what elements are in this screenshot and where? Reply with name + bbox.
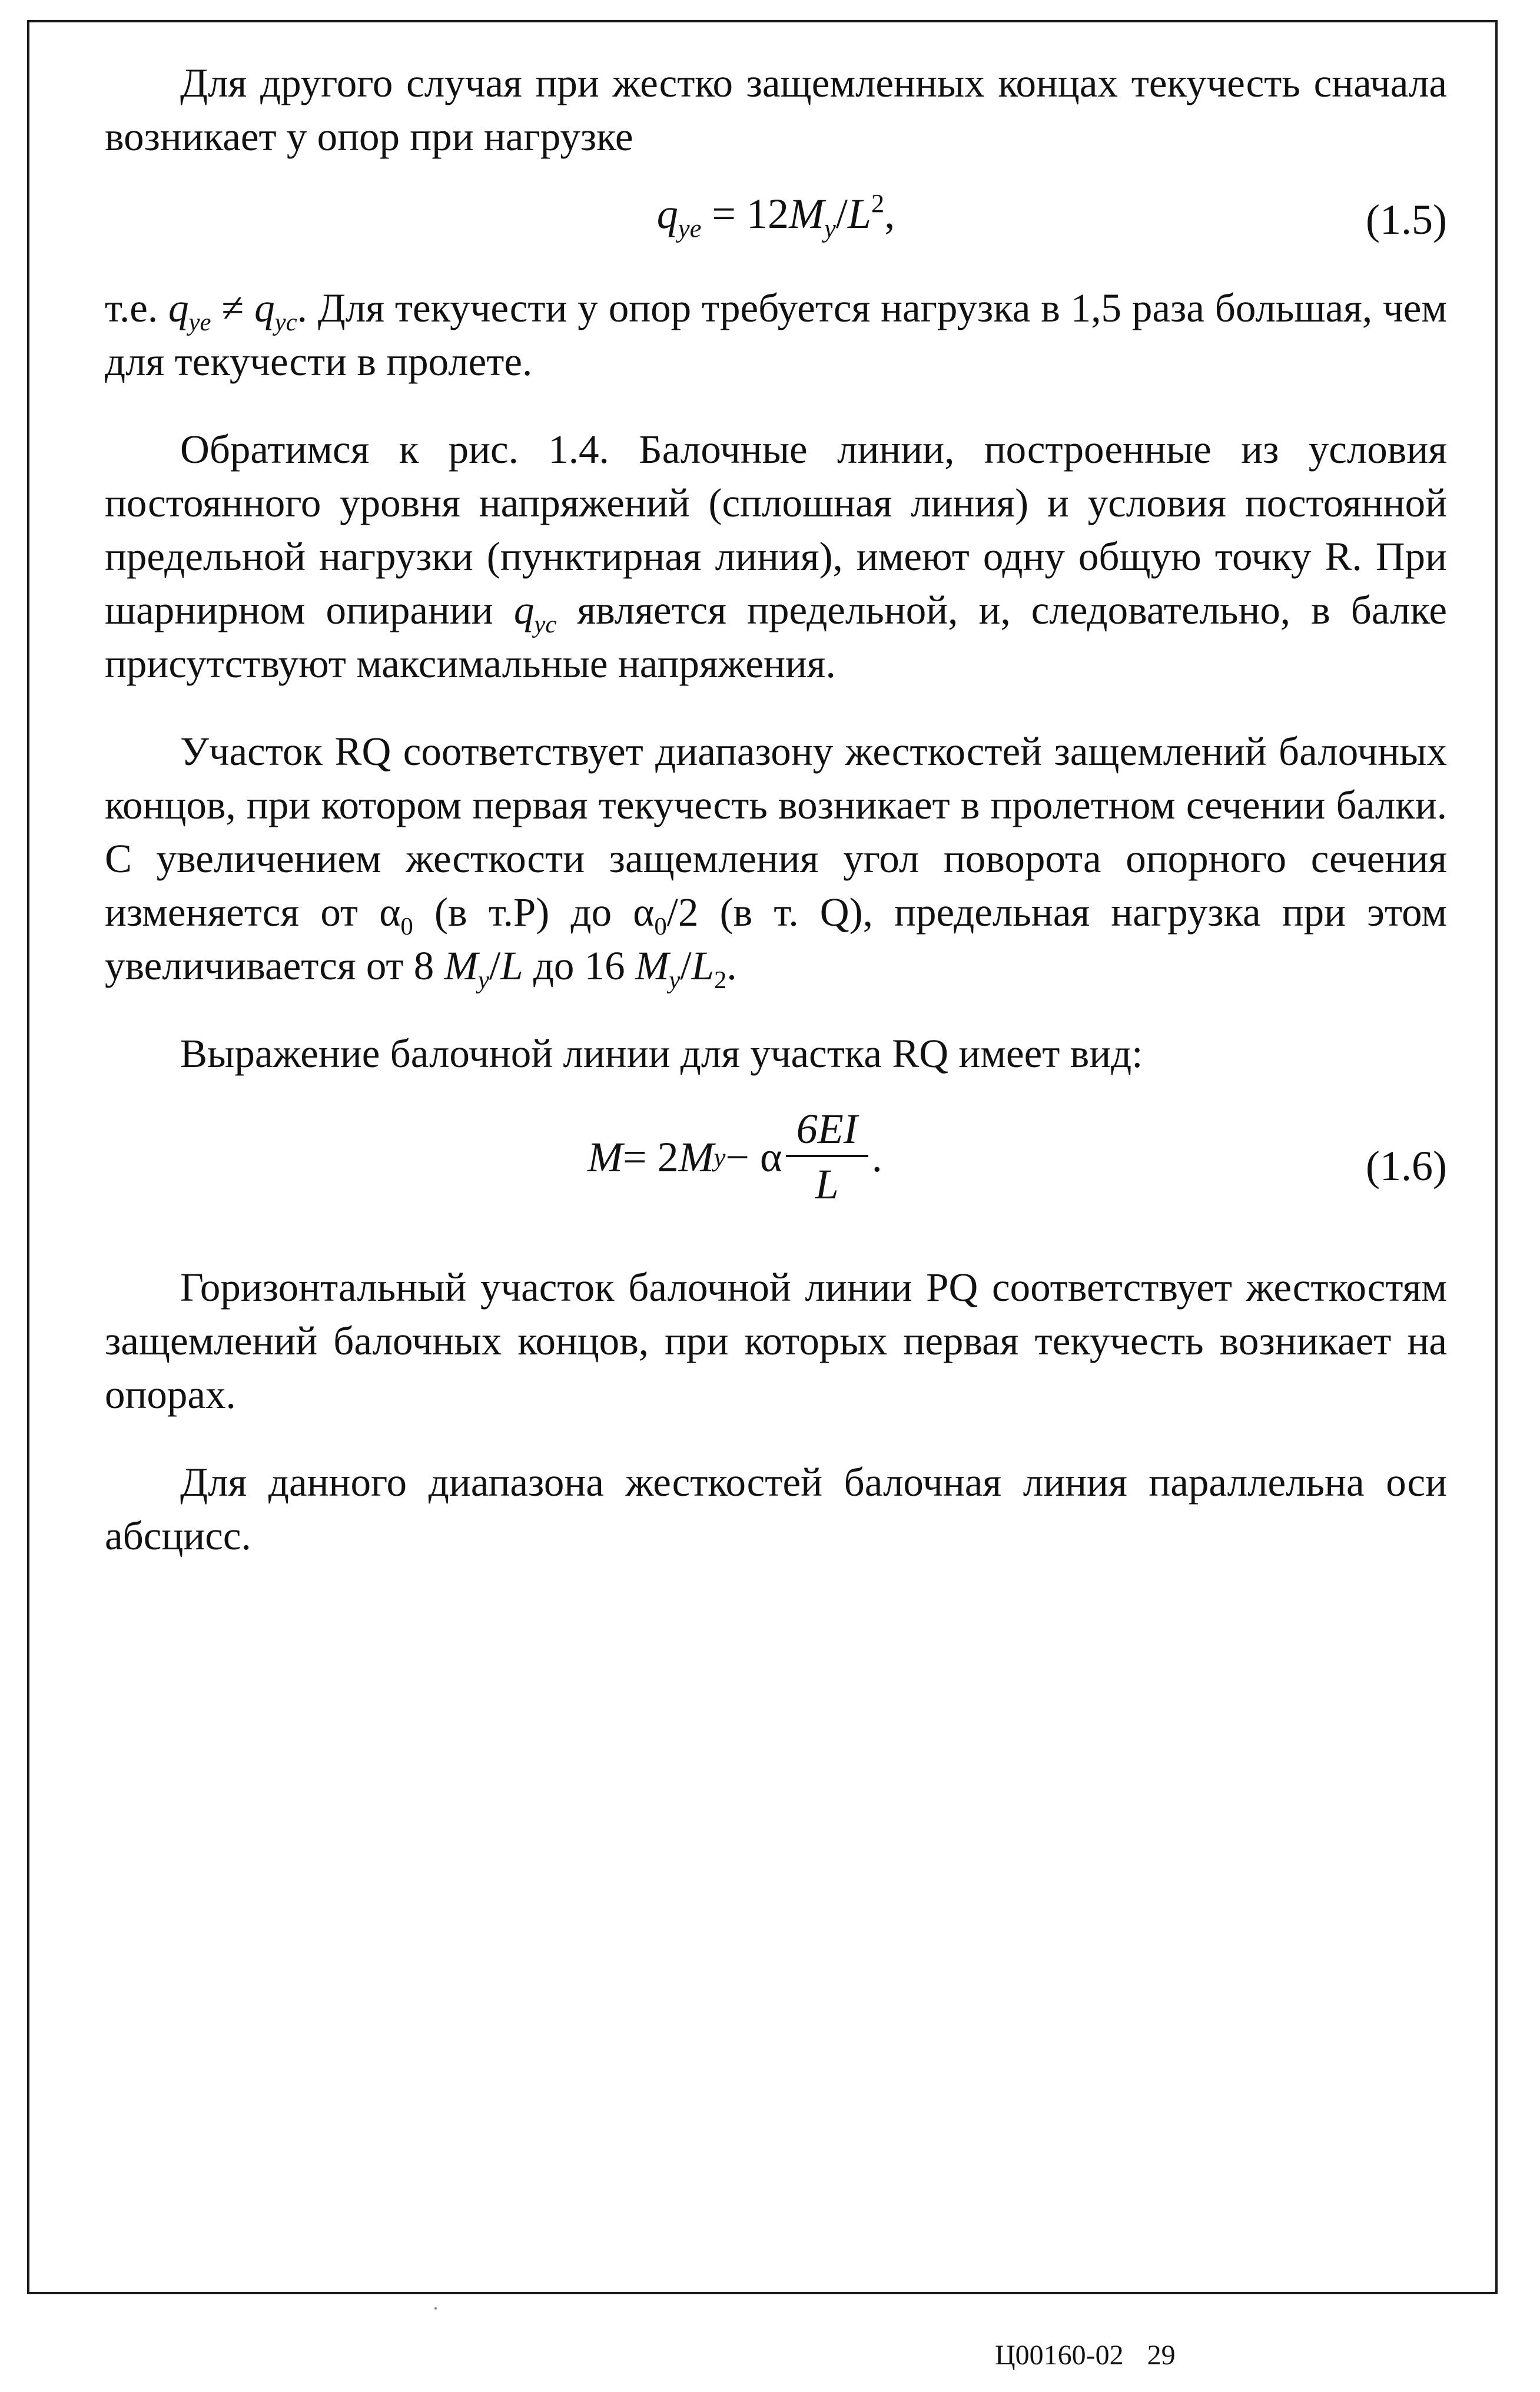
- equation-1-5-formula: $q_{ye} = 12M_y/L^2$,: [656, 188, 895, 243]
- paragraph-4: Участок RQ соответствует диапазону жесткостей защемлений балочных концов, при котором первая текучесть возникает в пролетном сечении балки. С увеличением жесткости защемления угол поворота опорного сечения изменяется от $\alpha_0$ (в т.P) до $\alpha_0/2$ (в т. Q), предельная нагрузка при этом увеличивается от 8 $M_y/L$ до 16 $M_y/L_2$.: [105, 729, 1447, 994]
- paragraph-6: Горизонтальный участок балочной линии PQ соответствует жесткостям защемлений балочных концов, при которых первая текучесть возникает на опорах.: [105, 1265, 1447, 1417]
- equation-1-5-number: (1.5): [1366, 196, 1447, 243]
- page-content: [105, 57, 1447, 1563]
- paragraph-5: Выражение балочной линии для участка RQ имеет вид:: [180, 1031, 1143, 1076]
- fraction-6ei-over-l: $\frac{6EI}{L}$: [786, 1103, 868, 1211]
- equation-1-6: [105, 1081, 1447, 1234]
- page-footer: [995, 2339, 1176, 2371]
- paragraph-1: [105, 57, 1447, 164]
- scan-speck: [434, 2307, 437, 2310]
- paragraph-3: Обратимся к рис. 1.4. Балочные линии, построенные из условия постоянного уровня напряжений (сплошная линия) и условия постоянной предельной нагрузки (пунктирная линия), имеют одну общую точку R. При шарнирном опирании $q_{yc}$ является предельной, и, следовательно, в балке присутствуют максимальные напряжения.: [105, 427, 1447, 686]
- equation-1-5: [105, 164, 1447, 281]
- document-code: Ц00160-02: [995, 2340, 1124, 2371]
- equation-1-6-number: (1.6): [1366, 1142, 1447, 1190]
- paragraph-1-text: Для другого случая при жестко защемленных концах текучесть сначала возникает у опор при нагрузке: [105, 61, 1447, 159]
- paragraph-2: т.е. $q_{ye} \ne q_{yc}$. Для текучести у опор требуется нагрузка в 1,5 раза большая, чем для текучести в пролете.: [105, 286, 1447, 384]
- paragraph-7: Для данного диапазона жесткостей балочная линия параллельна оси абсцисс.: [105, 1460, 1447, 1558]
- equation-1-6-formula: M = 2 M y − α $\frac{6EI}{L}$ .: [588, 1081, 882, 1234]
- page-number: 29: [1147, 2340, 1176, 2371]
